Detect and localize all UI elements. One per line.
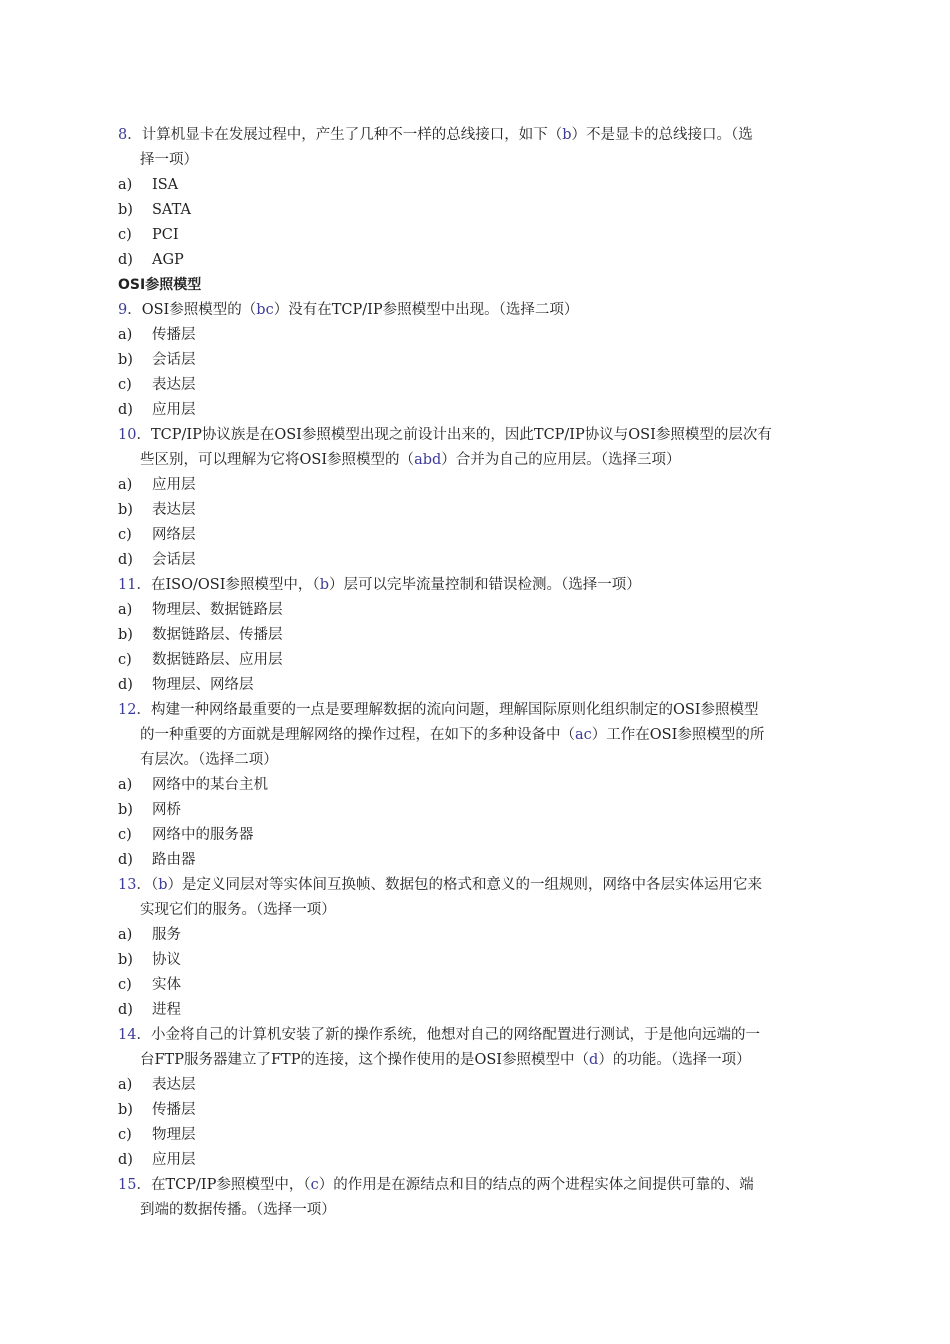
option-text: ISA xyxy=(152,177,179,193)
option-text: 网桥 xyxy=(152,802,181,818)
question-text: 有层次。（选择二项） xyxy=(140,752,278,768)
option-label: a) xyxy=(118,177,133,193)
question-line xyxy=(118,148,830,173)
option-item xyxy=(118,373,830,398)
option-text: 传播层 xyxy=(152,327,196,343)
option-text: 路由器 xyxy=(152,852,196,868)
question-text: ．在TCP/IP参照模型中，（ xyxy=(136,1177,311,1193)
option-text: 会话层 xyxy=(152,352,196,368)
option-item xyxy=(118,398,830,423)
option-item xyxy=(118,598,830,623)
option-label: c) xyxy=(118,377,132,393)
question-line xyxy=(118,448,830,473)
question-line xyxy=(118,573,830,598)
option-label: c) xyxy=(118,827,132,843)
option-text: 实体 xyxy=(152,977,181,993)
option-text: 服务 xyxy=(152,927,181,943)
option-label: c) xyxy=(118,227,132,243)
option-item xyxy=(118,1148,830,1173)
option-item xyxy=(118,1073,830,1098)
option-label: b) xyxy=(118,1102,133,1118)
option-item xyxy=(118,998,830,1023)
question-number: 8 xyxy=(118,127,128,143)
question-text: 择一项） xyxy=(140,152,198,168)
question-text: ）合并为自己的应用层。（选择三项） xyxy=(441,452,681,468)
question-line xyxy=(118,748,830,773)
option-text: AGP xyxy=(152,252,184,268)
option-label: a) xyxy=(118,477,133,493)
question-line xyxy=(118,1023,830,1048)
option-label: a) xyxy=(118,927,133,943)
option-label: b) xyxy=(118,502,133,518)
question-text: ．OSI参照模型的（ xyxy=(127,302,257,318)
question-text: 台FTP服务器建立了FTP的连接，这个操作使用的是OSI参照模型中（ xyxy=(140,1052,590,1068)
question-text: ．（ xyxy=(136,877,159,893)
option-item xyxy=(118,473,830,498)
option-item xyxy=(118,823,830,848)
question-line xyxy=(118,698,830,723)
option-item xyxy=(118,623,830,648)
question-text: 的一种重要的方面就是理解网络的操作过程，在如下的多种设备中（ xyxy=(140,727,575,743)
option-item xyxy=(118,173,830,198)
answer-text: b xyxy=(319,577,329,593)
option-item xyxy=(118,248,830,273)
option-text: 物理层、网络层 xyxy=(152,677,254,693)
option-text: 进程 xyxy=(152,1002,181,1018)
option-text: 数据链路层、传播层 xyxy=(152,627,283,643)
answer-text: abd xyxy=(414,452,442,468)
option-text: 物理层、数据链路层 xyxy=(152,602,283,618)
question-number: 15 xyxy=(118,1177,137,1193)
option-item xyxy=(118,223,830,248)
option-label: c) xyxy=(118,527,132,543)
question-number: 11 xyxy=(118,577,137,593)
option-text: 表达层 xyxy=(152,1077,196,1093)
option-item xyxy=(118,773,830,798)
document-body xyxy=(118,123,830,1223)
question-number: 14 xyxy=(118,1027,137,1043)
question-text: ）的作用是在源结点和目的结点的两个进程实体之间提供可靠的、端 xyxy=(318,1177,754,1193)
option-text: 表达层 xyxy=(152,502,196,518)
option-label: d) xyxy=(118,1152,133,1168)
option-item xyxy=(118,523,830,548)
answer-text: b xyxy=(562,127,572,143)
option-item xyxy=(118,498,830,523)
option-label: a) xyxy=(118,602,133,618)
option-item xyxy=(118,1098,830,1123)
option-text: 网络中的服务器 xyxy=(152,827,254,843)
question-text: ）不是显卡的总线接口。（选 xyxy=(571,127,753,143)
option-label: c) xyxy=(118,1127,132,1143)
option-text: 数据链路层、应用层 xyxy=(152,652,283,668)
question-line xyxy=(118,298,830,323)
question-text: ）是定义同层对等实体间互换帧、数据包的格式和意义的一组规则，网络中各层实体运用它来 xyxy=(167,877,762,893)
option-text: 应用层 xyxy=(152,1152,196,1168)
question-text: ）工作在OSI参照模型的所 xyxy=(591,727,765,743)
option-text: 会话层 xyxy=(152,552,196,568)
option-label: b) xyxy=(118,627,133,643)
option-item xyxy=(118,673,830,698)
question-text: ）没有在TCP/IP参照模型中出现。（选择二项） xyxy=(273,302,579,318)
question-text: ．构建一种网络最重要的一点是要理解数据的流向问题，理解国际原则化组织制定的OSI参照模型 xyxy=(136,702,759,718)
section-heading: OSI参照模型 xyxy=(118,277,202,293)
answer-text: ac xyxy=(575,727,592,743)
option-text: 应用层 xyxy=(152,402,196,418)
answer-text: c xyxy=(310,1177,319,1193)
option-label: d) xyxy=(118,1002,133,1018)
option-label: b) xyxy=(118,952,133,968)
option-item xyxy=(118,1123,830,1148)
question-text: ．在ISO/OSI参照模型中，（ xyxy=(136,577,320,593)
option-text: 传播层 xyxy=(152,1102,196,1118)
option-item xyxy=(118,923,830,948)
question-line xyxy=(118,723,830,748)
question-text: ．TCP/IP协议族是在OSI参照模型出现之前设计出来的，因此TCP/IP协议与OSI参照模型的层次有 xyxy=(136,427,772,443)
question-text: ．计算机显卡在发展过程中，产生了几种不一样的总线接口，如下（ xyxy=(127,127,563,143)
option-label: b) xyxy=(118,352,133,368)
question-line xyxy=(118,873,830,898)
option-label: d) xyxy=(118,252,133,268)
question-line xyxy=(118,1048,830,1073)
option-label: d) xyxy=(118,402,133,418)
question-line xyxy=(118,1198,830,1223)
option-item xyxy=(118,973,830,998)
question-number: 13 xyxy=(118,877,137,893)
question-text: ）层可以完毕流量控制和错误检测。（选择一项） xyxy=(328,577,641,593)
option-text: 网络层 xyxy=(152,527,196,543)
question-text: 些区别，可以理解为它将OSI参照模型的（ xyxy=(140,452,415,468)
option-label: b) xyxy=(118,202,133,218)
option-label: a) xyxy=(118,1077,133,1093)
option-item xyxy=(118,323,830,348)
question-line xyxy=(118,898,830,923)
option-label: b) xyxy=(118,802,133,818)
option-item xyxy=(118,548,830,573)
question-text: 实现它们的服务。（选择一项） xyxy=(140,902,336,918)
option-label: d) xyxy=(118,677,133,693)
option-text: 表达层 xyxy=(152,377,196,393)
option-item xyxy=(118,848,830,873)
option-label: c) xyxy=(118,652,132,668)
option-item xyxy=(118,948,830,973)
question-text: ）的功能。（选择一项） xyxy=(598,1052,751,1068)
question-text: ．小金将自己的计算机安装了新的操作系统，他想对自己的网络配置进行测试，于是他向远端的一 xyxy=(136,1027,760,1043)
option-label: c) xyxy=(118,977,132,993)
option-label: a) xyxy=(118,327,133,343)
question-number: 12 xyxy=(118,702,137,718)
option-text: 应用层 xyxy=(152,477,196,493)
question-line xyxy=(118,1173,830,1198)
answer-text: d xyxy=(589,1052,599,1068)
option-item xyxy=(118,648,830,673)
option-item xyxy=(118,198,830,223)
option-text: 网络中的某台主机 xyxy=(152,777,268,793)
option-text: 协议 xyxy=(152,952,181,968)
option-text: 物理层 xyxy=(152,1127,196,1143)
answer-text: b xyxy=(158,877,168,893)
option-label: a) xyxy=(118,777,133,793)
option-text: PCI xyxy=(152,227,179,243)
option-label: d) xyxy=(118,552,133,568)
question-text: 到端的数据传播。（选择一项） xyxy=(140,1202,336,1218)
question-number: 9 xyxy=(118,302,128,318)
option-item xyxy=(118,348,830,373)
option-label: d) xyxy=(118,852,133,868)
question-line xyxy=(118,123,830,148)
question-line xyxy=(118,423,830,448)
answer-text: bc xyxy=(256,302,274,318)
option-item xyxy=(118,798,830,823)
question-number: 10 xyxy=(118,427,137,443)
option-text: SATA xyxy=(152,202,191,218)
